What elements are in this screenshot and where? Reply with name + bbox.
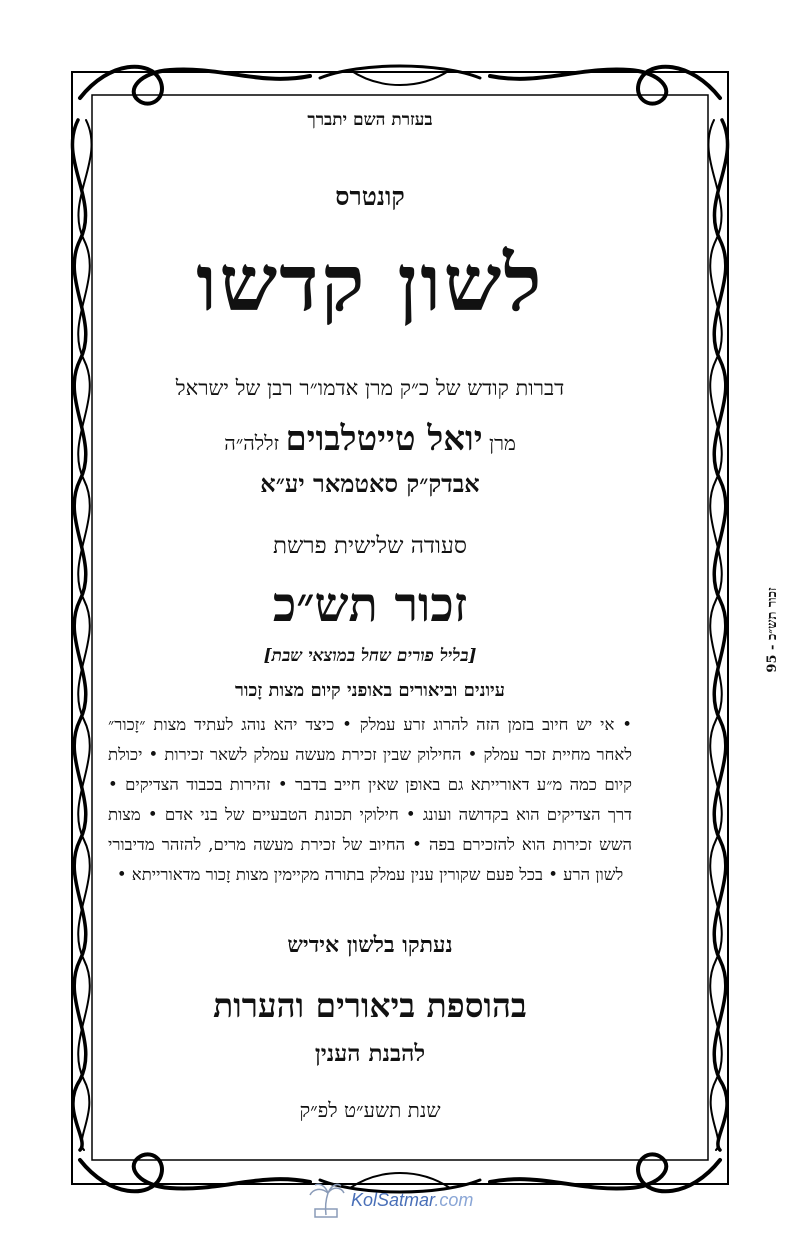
year-line: שנת תשע״ט לפ״ק xyxy=(299,1098,441,1122)
author-position: אבדק״ק סאטמאר יע״א xyxy=(260,469,480,498)
understanding-line: להבנת הענין xyxy=(314,1040,426,1067)
parsha-year: זכור תש״כ xyxy=(272,577,468,633)
translated-line: נעתקו בלשון אידיש xyxy=(287,932,453,958)
brand-name: KolSatmar.com xyxy=(351,1189,474,1210)
kolsatmar-watermark[interactable] xyxy=(305,1180,505,1220)
author-name-line xyxy=(120,419,620,459)
topics-list: • אי יש חיוב בזמן הזה להרוג זרע עמלק • כיצד יהא נוהג לעתיד מצות ״זָכור״ לאחר מחיית זכר עמלק • החילוק שבין זכירת מעשה עמלק לשאר זכירות • יכולת קיום כמה מ״ע דאורייתא גם באופן שאין חייב בדבר • זהירות בכבוד הצדיקים • דרך הצדיקים הוא בקדושה ועונג • חילוקי תכונת הטבעיים של בני אדם • מצות השש זכירות הוא להזכירם בפה • החיוב של זכירת מעשה מרים, להזהר מדיבורי לשון הרע • בכל פעם שקורין ענין עמלק בתורה מקיימין מצות זָכור מדאורייתא • xyxy=(108,715,632,884)
palm-tree-logo-icon xyxy=(305,1181,347,1219)
occasion-note: [בליל פורים שחל במוצאי שבת] xyxy=(263,646,477,666)
author-name: יואל טייטלבוים xyxy=(285,419,483,459)
author-prefix: מרן xyxy=(489,431,516,455)
additions-line: בהוספת ביאורים והערות xyxy=(213,986,527,1025)
seuda-line: סעודה שלישית פרשת xyxy=(273,533,467,559)
author-words-line: דברות קודש של כ״ק מרן אדמו״ר רבן של ישראל xyxy=(175,376,565,400)
title-page xyxy=(108,110,632,1155)
side-page-label: זכור תש״כ - 95 xyxy=(765,587,780,673)
topics-heading: עיונים וביאורים באופני קיום מצות זָכור xyxy=(235,680,505,701)
author-suffix: זללה״ה xyxy=(224,431,280,455)
book-title: לשון קדשו xyxy=(196,238,544,329)
help-line: בעזרת השם יתברך xyxy=(307,110,433,130)
kuntres-label: קונטרס xyxy=(335,182,405,211)
